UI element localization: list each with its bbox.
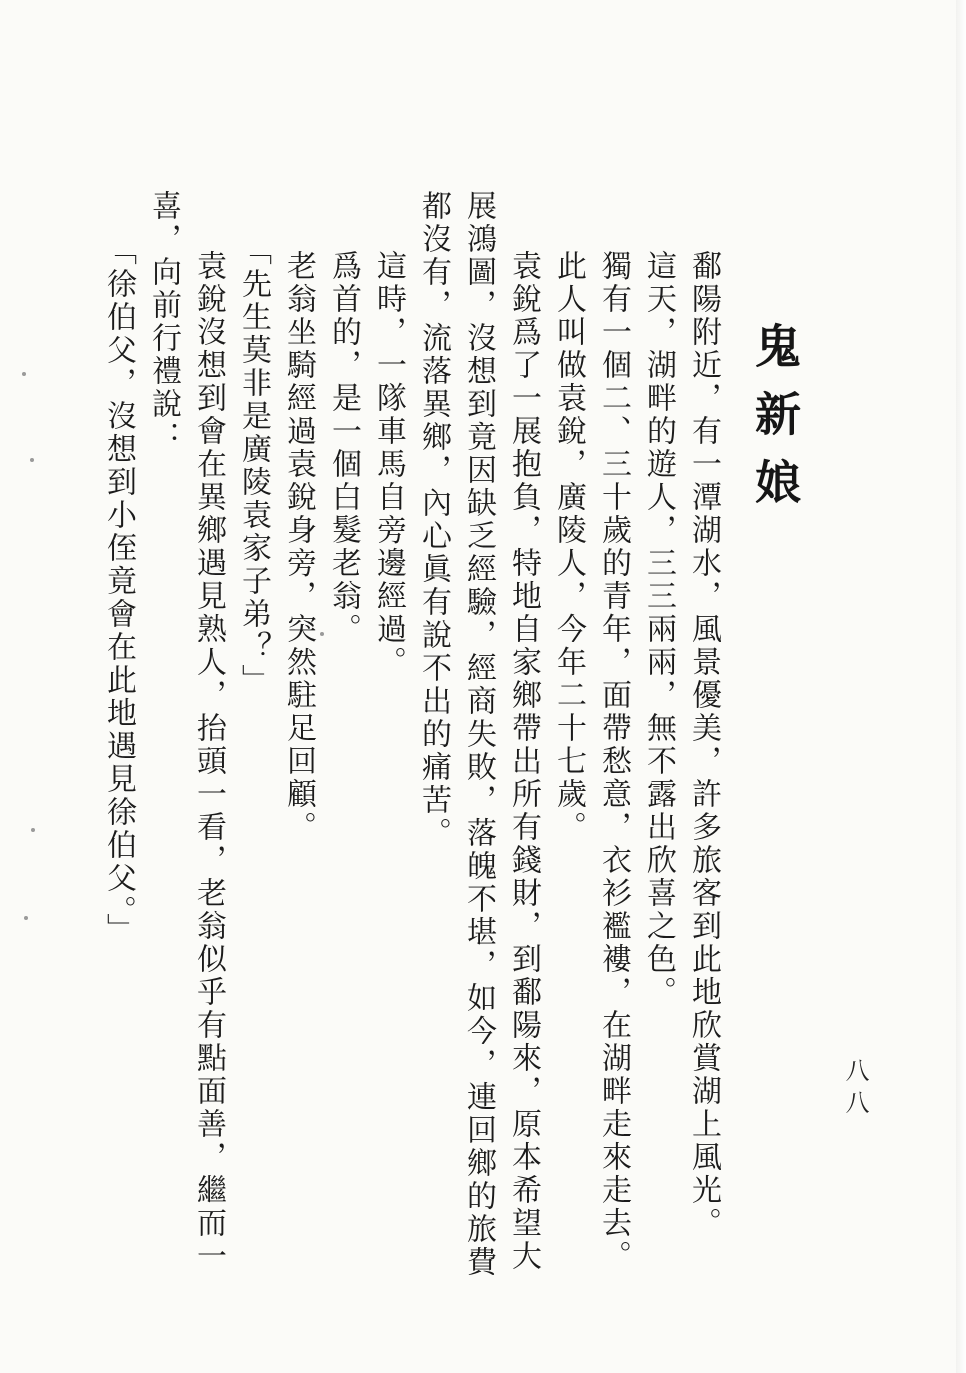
scan-speck xyxy=(22,372,26,376)
paragraph: 老翁坐騎經過袁銳身旁，突然駐足回顧。 xyxy=(281,250,316,844)
scan-speck xyxy=(30,458,34,462)
scan-edge xyxy=(956,0,966,1373)
scan-speck xyxy=(31,828,35,832)
paragraph: 這天，湖畔的遊人，三三兩兩，無不露出欣喜之色。 xyxy=(641,250,676,1009)
chapter-title: 鬼新娘 xyxy=(748,322,802,526)
dialogue-line: 「徐伯父，沒想到小侄竟會在此地遇見徐伯父。」 xyxy=(101,235,136,946)
paragraph: 這時，一隊車馬自旁邊經過。 xyxy=(371,250,406,679)
dialogue-line: 「先生莫非是廣陵袁家子弟？」 xyxy=(236,235,271,697)
body-text xyxy=(96,190,726,1280)
page-number: 八八 xyxy=(841,1058,869,1122)
paragraph: 獨有一個二、三十歲的青年，面帶愁意，衣衫襤褸，在湖畔走來走去。 xyxy=(596,250,631,1273)
paragraph: 此人叫做袁銳，廣陵人，今年二十七歲。 xyxy=(551,250,586,844)
scan-speck xyxy=(24,916,28,920)
paragraph: 袁銳沒想到會在異鄉遇見熟人，抬頭一看，老翁似乎有點面善，繼而一喜，向前行禮說： xyxy=(146,190,226,1273)
paragraph: 袁銳爲了一展抱負，特地自家鄉帶出所有錢財，到鄱陽來，原本希望大展鴻圖，沒想到竟因缺乏經驗，經商失敗，落魄不堪，如今，連回鄉的旅費都沒有，流落異鄉，內心眞有說不出的痛苦。 xyxy=(416,190,541,1279)
paragraph: 爲首的，是一個白髮老翁。 xyxy=(326,250,361,646)
scan-speck xyxy=(320,632,324,636)
paragraph: 鄱陽附近，有一潭湖水，風景優美，許多旅客到此地欣賞湖上風光。 xyxy=(686,250,721,1240)
